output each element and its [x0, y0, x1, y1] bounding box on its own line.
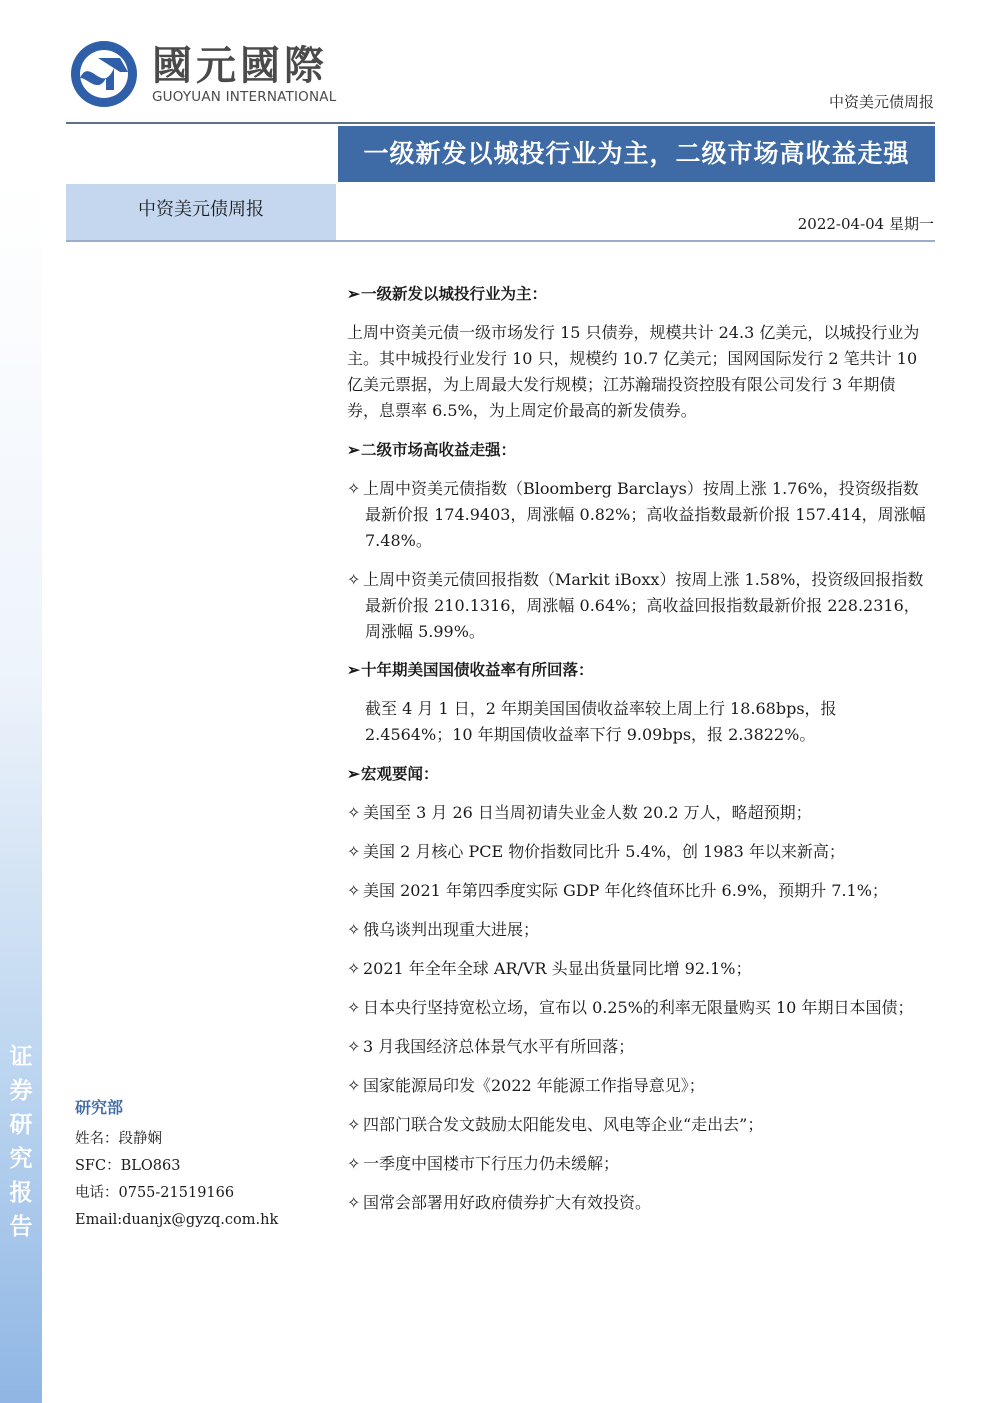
- heading-text: 十年期美国国债收益率有所回落：: [361, 660, 594, 679]
- list-item: [347, 1112, 927, 1138]
- list-item-text: 美国至 3 月 26 日当周初请失业金人数 20.2 万人，略超预期；: [363, 803, 812, 822]
- star-bullet-icon: ✧: [347, 1037, 361, 1056]
- researcher-name: 姓名：段静娴: [75, 1131, 162, 1147]
- list-item-text: 2021 年全年全球 AR/VR 头显出货量同比增 92.1%；: [363, 959, 752, 978]
- report-title: 一级新发以城投行业为主，二级市场高收益走强: [338, 126, 935, 182]
- header-divider: [66, 122, 935, 124]
- list-item: [347, 476, 927, 554]
- heading-text: 二级市场高收益走强：: [361, 440, 517, 459]
- guoyuan-logo-icon: [68, 38, 140, 110]
- side-char: 研: [9, 1111, 33, 1138]
- list-item: [347, 1190, 927, 1216]
- researcher-sfc: SFC：BLO863: [75, 1158, 181, 1174]
- list-item: [347, 956, 927, 982]
- star-bullet-icon: ✧: [347, 570, 361, 589]
- logo-chinese-name: 國元國際: [152, 43, 328, 89]
- arrow-bullet-icon: ➢: [347, 440, 360, 459]
- list-item-text: 一季度中国楼市下行压力仍未缓解；: [363, 1154, 620, 1173]
- star-bullet-icon: ✧: [347, 1076, 361, 1095]
- side-char: 报: [9, 1179, 33, 1206]
- report-body: [347, 282, 927, 1229]
- side-char: 证: [9, 1043, 33, 1070]
- list-item: [347, 800, 927, 826]
- list-item: [347, 567, 927, 645]
- list-item-text: 日本央行坚持宽松立场，宣布以 0.25%的利率无限量购买 10 年期日本国债；: [363, 998, 914, 1017]
- company-logo: [68, 38, 338, 112]
- list-item-text: 上周中资美元债回报指数（Markit iBoxx）按周上涨 1.58%，投资级回报指数最新价报 210.1316，周涨幅 0.64%；高收益回报指数最新价报 228.2316，周涨幅 5.99%。: [363, 570, 924, 641]
- research-dept-label: 研究部: [75, 1098, 124, 1117]
- side-char: 券: [9, 1077, 33, 1104]
- treasury-paragraph: 截至 4 月 1 日，2 年期美国国债收益率较上周上行 18.68bps，报 2.4564%；10 年期国债收益率下行 9.09bps，报 2.3822%。: [365, 699, 837, 744]
- side-char: 究: [9, 1145, 33, 1172]
- section-heading-secondary: [347, 438, 927, 462]
- primary-market-paragraph: 上周中资美元债一级市场发行 15 只债券，规模共计 24.3 亿美元，以城投行业为主。其中城投行业发行 10 只，规模约 10.7 亿美元；国网国际发行 2 笔共计 10 亿美元票据，为上周最大发行规模；江苏瀚瑞投资控股有限公司发行 3 年期债券，息票率 6.5%，为上周定价最高的新发债券。: [347, 323, 920, 420]
- star-bullet-icon: ✧: [347, 803, 361, 822]
- list-item-text: 四部门联合发文鼓励太阳能发电、风电等企业“走出去”；: [363, 1115, 764, 1134]
- arrow-bullet-icon: ➢: [347, 284, 360, 303]
- report-series-label: 中资美元债周报: [828, 93, 934, 111]
- list-item-text: 3 月我国经济总体景气水平有所回落；: [363, 1037, 635, 1056]
- report-date: 2022-04-04 星期一: [797, 215, 934, 233]
- list-item: [347, 917, 927, 943]
- researcher-phone: 电话：0755-21519166: [75, 1185, 235, 1201]
- heading-text: 宏观要闻：: [361, 764, 439, 783]
- list-item-text: 国家能源局印发《2022 年能源工作指导意见》；: [363, 1076, 705, 1095]
- list-item-text: 美国 2 月核心 PCE 物价指数同比升 5.4%，创 1983 年以来新高；: [363, 842, 845, 861]
- list-item: [347, 1073, 927, 1099]
- section-heading-treasury: [347, 658, 927, 682]
- list-item-text: 国常会部署用好政府债券扩大有效投资。: [363, 1193, 652, 1212]
- star-bullet-icon: ✧: [347, 842, 361, 861]
- list-item: [347, 995, 927, 1021]
- side-char: 告: [9, 1213, 33, 1240]
- star-bullet-icon: ✧: [347, 881, 361, 900]
- report-type-box: 中资美元债周报: [66, 184, 336, 240]
- star-bullet-icon: ✧: [347, 1193, 361, 1212]
- logo-english-name: GUOYUAN INTERNATIONAL: [152, 89, 337, 105]
- subheader-divider: [66, 240, 935, 242]
- arrow-bullet-icon: ➢: [347, 764, 360, 783]
- star-bullet-icon: ✧: [347, 998, 361, 1017]
- list-item-text: 上周中资美元债指数（Bloomberg Barclays）按周上涨 1.76%，投资级指数最新价报 174.9403，周涨幅 0.82%；高收益指数最新价报 157.414，周涨幅 7.48%。: [363, 479, 926, 550]
- star-bullet-icon: ✧: [347, 1154, 361, 1173]
- list-item: [347, 839, 927, 865]
- researcher-info: [75, 1096, 325, 1234]
- list-item-text: 俄乌谈判出现重大进展；: [363, 920, 540, 939]
- heading-text: 一级新发以城投行业为主：: [361, 284, 548, 303]
- list-item-text: 美国 2021 年第四季度实际 GDP 年化终值环比升 6.9%，预期升 7.1%；: [363, 881, 888, 900]
- section-heading-macro: [347, 762, 927, 786]
- section-heading-primary: [347, 282, 927, 306]
- side-label-securities-research: [6, 1040, 36, 1244]
- list-item: [347, 878, 927, 904]
- star-bullet-icon: ✧: [347, 479, 361, 498]
- list-item: [347, 1034, 927, 1060]
- star-bullet-icon: ✧: [347, 920, 361, 939]
- star-bullet-icon: ✧: [347, 1115, 361, 1134]
- arrow-bullet-icon: ➢: [347, 660, 360, 679]
- star-bullet-icon: ✧: [347, 959, 361, 978]
- researcher-email[interactable]: Email:duanjx@gyzq.com.hk: [75, 1212, 279, 1228]
- list-item: [347, 1151, 927, 1177]
